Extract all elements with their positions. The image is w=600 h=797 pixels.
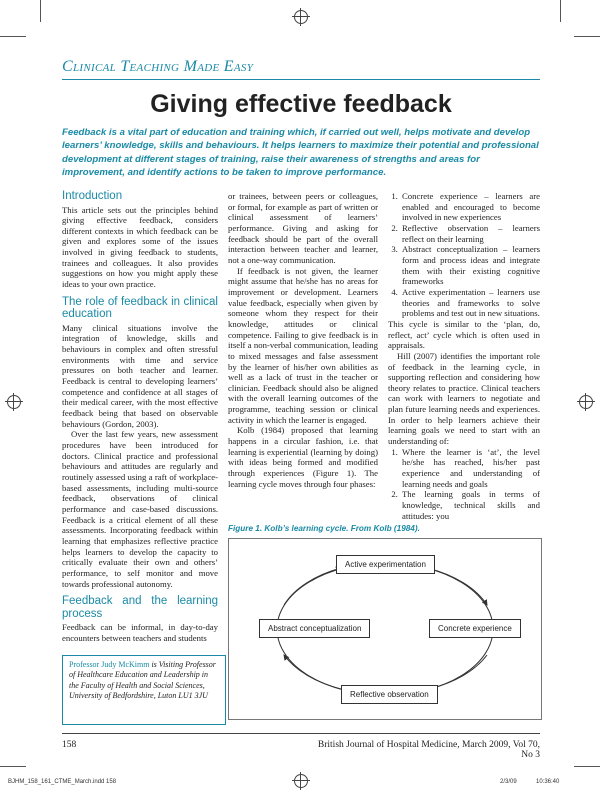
cycle-arrow-icon: [427, 568, 487, 605]
author-name: Professor Judy McKimm: [69, 660, 150, 669]
column-3: [388, 191, 540, 521]
column-2: [228, 191, 378, 489]
learning-paragraph: Feedback can be informal, in day-to-day encounters between teachers and students: [62, 622, 218, 643]
slug-date: 2/3/09: [500, 779, 517, 785]
kolb-item: 1. Concrete experience – learners are enabled and encouraged to become involved in new experiences: [400, 191, 540, 223]
author-details: is Visiting Professor of Healthcare Education and Leadership in the Faculty of Health and Social Sciences, University of Bedfordshire, Luton LU1 3JU: [69, 660, 216, 701]
role-paragraph-2: Over the last few years, new assessment procedures have been introduced for doctors. Clinical practice and professional behaviours and attitudes are regularly and routinely assessed using a raft of workplace-based assessments, including multi-source feedback, observations of clinical performance and case-based discussions. Feedback is a critical element of all these assessments. Incorporating feedback within learning that emphasizes reflective practice helps learners to develop the capacity to critically evaluate their own and others’ performance, to self monitor and move towards professional autonomy.: [62, 429, 218, 589]
crop-mark: [0, 766, 26, 767]
registration-mark-icon: [294, 10, 308, 24]
column-1: [62, 186, 218, 643]
col2-paragraph-2: If feedback is not given, the learner might assume that he/she has no areas for improvement or development. Learners value feedback, especially when given by someone whom they respect for their knowledge, attitudes or clinical competence. Failing to give feedback is in itself a non-verbal communication, leading to mixed messages and false assessment by the learner of his/her own abilities as well as a lack of trust in the teacher or clinician. Feedback should also be aligned with the overall learning outcomes of the programme, teaching session or clinical activity in which the learner is engaged.: [228, 265, 378, 425]
page-number: 158: [62, 740, 77, 750]
node-abstract-conceptualization: Abstract conceptualization: [259, 619, 370, 638]
intro-paragraph: This article sets out the principles behind giving effective feedback, considers different contexts in which feedback can be given and explores some of the issues involved in giving feedback to students, trainees and colleagues. It also provides suggestions on how you might apply these ideas to your own practice.: [62, 204, 218, 290]
col3-paragraph-2: Hill (2007) identifies the important role of feedback in the learning cycle, in supporting reflection and considering how theory relates to practice. Clinical teachers can work with learners to negotiate and plan future learning needs and experiences. In order to help learners achieve their learning goals we need to start with an understanding of:: [388, 350, 540, 447]
registration-mark-icon: [294, 774, 308, 788]
section-label: Clinical Teaching Made Easy: [62, 58, 254, 75]
crop-mark: [574, 766, 600, 767]
kolb-item: 3. Abstract conceptualization – learners form and process ideas and integrate them with their existing cognitive frameworks: [400, 244, 540, 287]
col2-paragraph-3: Kolb (1984) proposed that learning happens in a circular fashion, i.e. that learning is experiential (learning by doing) with ideas being formed and modified through experiences (Figure 1). The learning cycle moves through four phases:: [228, 425, 378, 489]
article-title: Giving effective feedback: [150, 90, 452, 118]
figure-caption: Figure 1. Kolb’s learning cycle. From Kolb (1984).: [228, 524, 420, 533]
col2-paragraph-1: or trainees, between peers or colleagues, or formal, for example as part of written or clinical assessment of learners’ performance. Giving and asking for feedback should be part of the overall interaction between teacher and learner, not a one-way communication.: [228, 191, 378, 265]
standfirst: Feedback is a vital part of education and training which, if carried out well, helps motivate and develop learners’ knowledge, skills and behaviours. It helps learners to maximize their potential and professional development at different stages of training, raise their awareness of strengths and areas for improvement, and identify actions to be taken to improve performance.: [62, 127, 539, 179]
figure-kolb-cycle: [228, 538, 542, 720]
kolb-item: 2. Reflective observation – learners reflect on their learning: [400, 223, 540, 244]
role-paragraph-1: Many clinical situations involve the integration of knowledge, skills and behaviours in complex and often stressful environments with time and service pressures on both teacher and learner. Feedback is central to developing learners’ competence and confidence at all stages of their medical career, with the most effective feedback being that based on observable behaviours (Gordon, 2003).: [62, 322, 218, 429]
goal-item: 2. The learning goals in terms of knowledge, technical skills and attitudes: you: [400, 489, 540, 521]
node-concrete-experience: Concrete experience: [429, 619, 521, 638]
node-reflective-observation: Reflective observation: [341, 685, 438, 704]
crop-mark: [560, 0, 561, 22]
author-box: [62, 655, 226, 725]
registration-mark-icon: [579, 395, 593, 409]
registration-mark-icon: [7, 395, 21, 409]
slug-filename: BJHM_158_161_CTME_March.indd 158: [8, 779, 117, 785]
crop-mark: [574, 36, 600, 37]
crop-mark: [40, 0, 41, 22]
intro-heading: Introduction: [62, 190, 123, 202]
journal-citation: British Journal of Hospital Medicine, March 2009, Vol 70, No 3: [317, 740, 540, 760]
footer-rule: [62, 733, 540, 734]
slug-time: 10:36:40: [536, 779, 560, 785]
col3-paragraph-1: This cycle is similar to the ‘plan, do, reflect, act’ cycle which is often used in appraisals.: [388, 318, 540, 351]
crop-mark: [0, 36, 26, 37]
cycle-arrow-icon: [429, 655, 487, 689]
role-heading: The role of feedback in clinical education: [62, 295, 218, 321]
kolb-item: 4. Active experimentation – learners use theories and frameworks to solve problems and test out in new situations.: [400, 287, 540, 319]
learning-heading: Feedback and the learning process: [62, 595, 218, 620]
node-active-experimentation: Active experimentation: [336, 555, 435, 574]
goal-item: 1. Where the learner is ‘at’, the level he/she has reached, his/her past experience and understanding of learning needs and goals: [400, 447, 540, 490]
cycle-arrow-icon: [284, 568, 341, 605]
cycle-arrow-icon: [284, 655, 341, 689]
header-rule: [62, 79, 540, 80]
